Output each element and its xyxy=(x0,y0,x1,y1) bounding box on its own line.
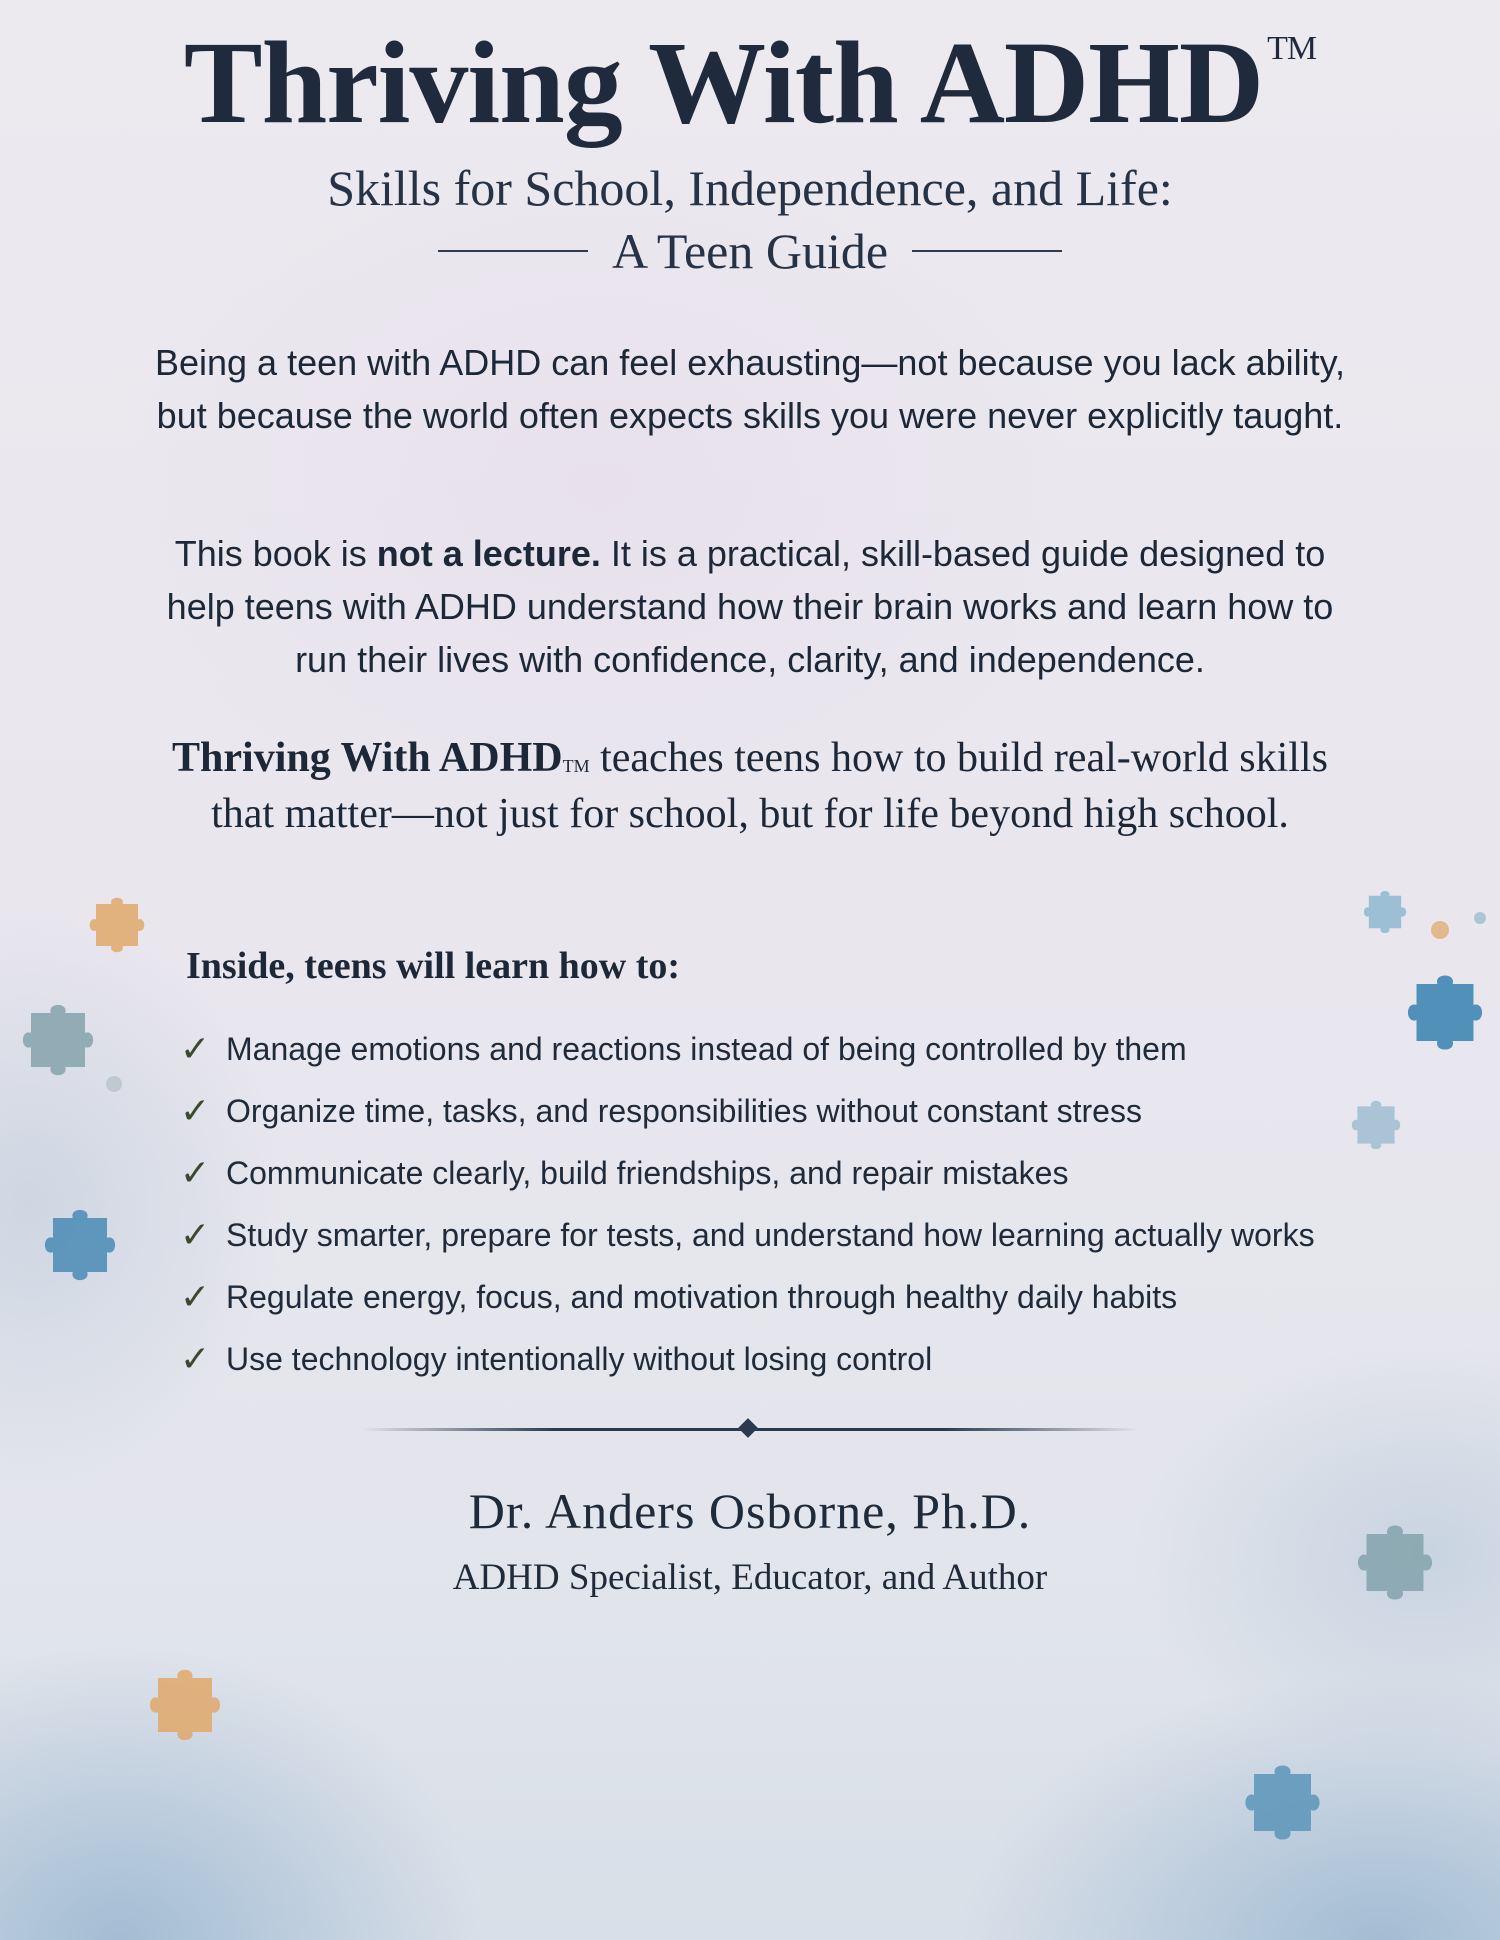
intro-paragraph: Being a teen with ADHD can feel exhausting—not because you lack ability, but because the world often expects skills you were never explicitly taught. xyxy=(154,342,1346,436)
check-icon: ✓ xyxy=(180,1090,211,1132)
decorative-dots xyxy=(100,1070,130,1100)
trademark-symbol: TM xyxy=(1267,30,1317,67)
puzzle-piece-icon xyxy=(1358,885,1412,939)
author-name: Dr. Anders Osborne, Ph.D. xyxy=(468,1483,1032,1539)
checklist-item-text: Use technology intentionally without losing control xyxy=(226,1340,933,1377)
book-title xyxy=(0,18,1500,148)
checklist-item-text: Organize time, tasks, and responsibilities without constant stress xyxy=(226,1092,1142,1129)
puzzle-piece-icon xyxy=(1345,1090,1407,1160)
check-icon: ✓ xyxy=(180,1338,211,1380)
book-subtitle: Skills for School, Independence, and Life: xyxy=(327,160,1173,216)
description-emphasis: not a lecture. xyxy=(376,533,601,574)
check-icon: ✓ xyxy=(180,1152,211,1194)
puzzle-piece-icon xyxy=(8,995,108,1085)
description-lead: This book is xyxy=(174,533,377,574)
puzzle-piece-icon xyxy=(140,1660,230,1750)
check-icon: ✓ xyxy=(180,1276,211,1318)
checklist-item xyxy=(180,1080,1440,1142)
checklist-item xyxy=(180,1018,1440,1080)
learning-checklist xyxy=(180,1018,1440,1390)
book-title-text: Thriving With ADHD xyxy=(183,17,1264,148)
book-subtitle-secondary: A Teen Guide xyxy=(611,223,889,279)
summary-book-name: Thriving With ADHD xyxy=(172,735,563,781)
subtitle-row xyxy=(0,222,1500,280)
checklist-item xyxy=(180,1142,1440,1204)
author-role: ADHD Specialist, Educator, and Author xyxy=(452,1557,1048,1598)
checklist-item xyxy=(180,1204,1440,1266)
subtitle-rule-right xyxy=(912,250,1062,252)
description-rest: It is a practical, skill-based guide designed to help teens with ADHD understand how their brain works and learn how to run their lives with confidence, clarity, and independence. xyxy=(166,533,1334,680)
checklist-item-text: Study smarter, prepare for tests, and understand how learning actually works xyxy=(226,1216,1315,1253)
description-paragraph xyxy=(140,527,1360,686)
puzzle-piece-icon xyxy=(1235,1755,1330,1850)
subtitle-rule-left xyxy=(438,250,588,252)
summary-paragraph xyxy=(140,730,1360,842)
puzzle-piece-icon xyxy=(1345,1515,1445,1610)
checklist-item-text: Regulate energy, focus, and motivation through healthy daily habits xyxy=(226,1278,1178,1315)
checklist-item-text: Communicate clearly, build friendships, and repair mistakes xyxy=(226,1154,1069,1191)
puzzle-piece-icon xyxy=(30,1200,130,1290)
check-icon: ✓ xyxy=(180,1214,211,1256)
summary-rest: teaches teens how to build real-world skills that matter—not just for school, but for life beyond high school. xyxy=(211,735,1328,837)
puzzle-piece-icon xyxy=(1395,965,1495,1060)
check-icon: ✓ xyxy=(180,1028,211,1070)
checklist-item-text: Manage emotions and reactions instead of being controlled by them xyxy=(226,1030,1187,1067)
summary-trademark: TM xyxy=(562,756,590,776)
decorative-dots xyxy=(1420,910,1490,950)
checklist-item xyxy=(180,1328,1440,1390)
divider-diamond-icon xyxy=(738,1418,758,1438)
puzzle-piece-icon xyxy=(82,890,152,960)
checklist-item xyxy=(180,1266,1440,1328)
inside-heading: Inside, teens will learn how to: xyxy=(186,945,680,987)
